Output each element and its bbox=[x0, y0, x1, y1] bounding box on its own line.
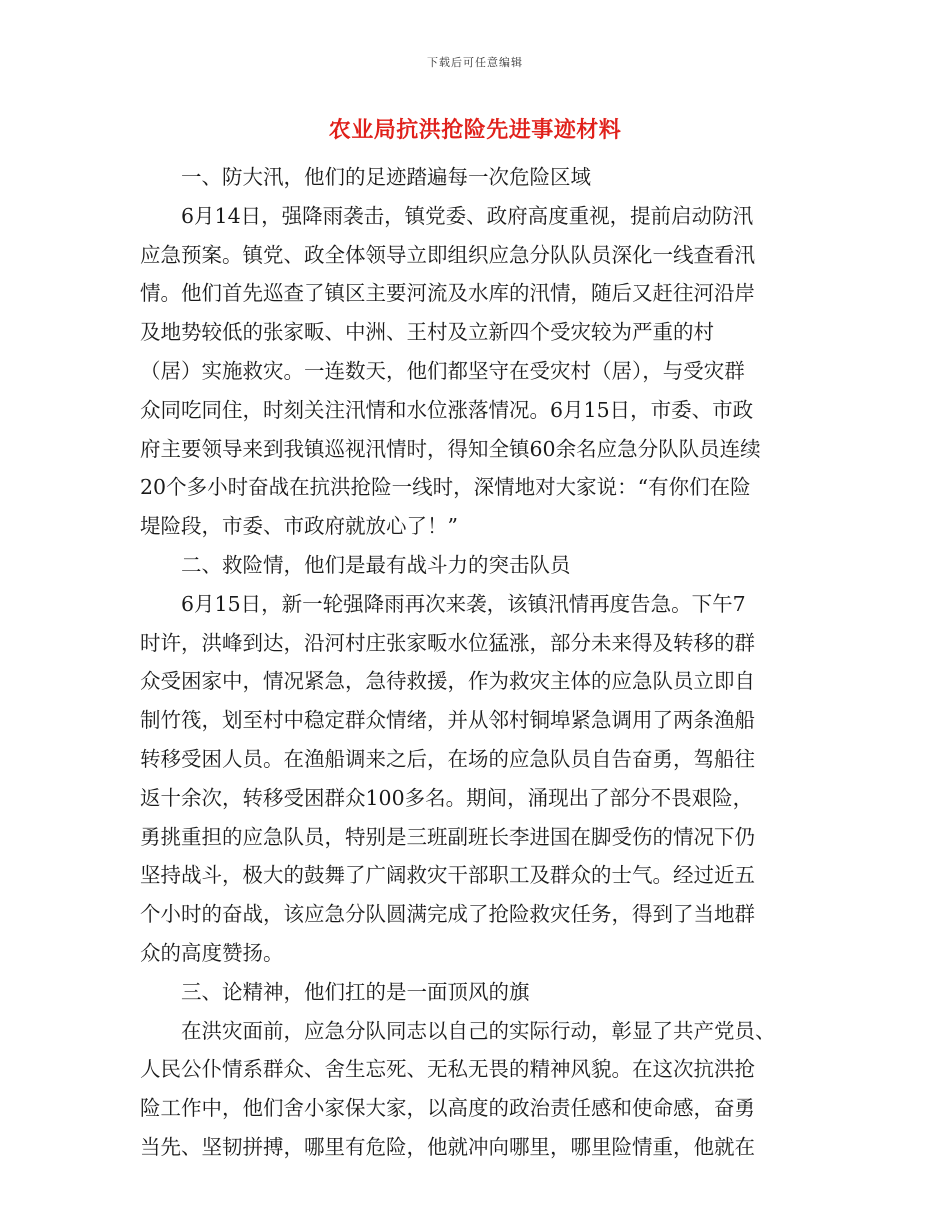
text-line: 一、防大汛，他们的足迹踏遍每一次危险区域 bbox=[181, 165, 591, 189]
text-line: 转移受困人员。在渔船调来之后，在场的应急队员自告奋勇，驾船往 bbox=[140, 746, 755, 771]
text-line: 情。他们首先巡查了镇区主要河流及水库的汛情，随后又赶往河沿岸 bbox=[140, 281, 755, 306]
text-line: 返十余次，转移受困群众100多名。期间，涌现出了部分不畏艰险， bbox=[140, 785, 754, 810]
text-line: 及地势较低的张家畈、中洲、王村及立新四个受灾较为严重的村 bbox=[140, 320, 714, 345]
text-line: 府主要领导来到我镇巡视汛情时，得知全镇60余名应急分队队员连续 bbox=[140, 436, 761, 461]
text-line: （居）实施救灾。一连数天，他们都坚守在受灾村（居），与受灾群 bbox=[140, 358, 745, 383]
text-line: 坚持战斗，极大的鼓舞了广阔救灾干部职工及群众的士气。经过近五 bbox=[140, 863, 755, 888]
text-line: 险工作中，他们舍小家保大家，以高度的政治责任感和使命感，奋勇 bbox=[140, 1096, 755, 1121]
document-title: 农业局抗洪抢险先进事迹材料 bbox=[328, 117, 622, 143]
text-line: 二、救险情，他们是最有战斗力的突击队员 bbox=[181, 552, 571, 577]
text-line: 6月15日，新一轮强降雨再次来袭，该镇汛情再度告急。下午7 bbox=[181, 591, 746, 616]
text-line: 20个多小时奋战在抗洪抢险一线时，深情地对大家说：“有你们在险 bbox=[140, 475, 751, 500]
header-note: 下载后可任意编辑 bbox=[427, 56, 523, 69]
text-line: 众受困家中，情况紧急，急待救援，作为救灾主体的应急队员立即自 bbox=[140, 669, 755, 694]
text-line: 堤险段，市委、市政府就放心了！” bbox=[140, 514, 458, 539]
text-line: 在洪灾面前，应急分队同志以自己的实际行动，彰显了共产党员、 bbox=[181, 1018, 776, 1043]
text-line: 时许，洪峰到达，沿河村庄张家畈水位猛涨，部分未来得及转移的群 bbox=[140, 630, 755, 655]
text-line: 众的高度赞扬。 bbox=[140, 940, 284, 965]
text-line: 众同吃同住，时刻关注汛情和水位涨落情况。6月15日，市委、市政 bbox=[140, 397, 754, 422]
document-body bbox=[140, 158, 810, 1167]
text-line: 勇挑重担的应急队员，特别是三班副班长李进国在脚受伤的情况下仍 bbox=[140, 824, 755, 849]
text-line: 个小时的奋战，该应急分队圆满完成了抢险救灾任务，得到了当地群 bbox=[140, 902, 755, 927]
text-line: 人民公仆情系群众、舍生忘死、无私无畏的精神风貌。在这次抗洪抢 bbox=[140, 1057, 755, 1082]
text-line: 制竹筏，划至村中稳定群众情绪，并从邻村铜埠紧急调用了两条渔船 bbox=[140, 708, 755, 733]
text-line: 6月14日，强降雨袭击，镇党委、政府高度重视，提前启动防汛 bbox=[181, 203, 754, 228]
text-line: 三、论精神，他们扛的是一面顶风的旗 bbox=[181, 979, 530, 1004]
text-line: 当先、坚韧拼搏，哪里有危险，他就冲向哪里，哪里险情重，他就在 bbox=[140, 1134, 755, 1159]
text-line: 应急预案。镇党、政全体领导立即组织应急分队队员深化一线查看汛 bbox=[140, 242, 755, 267]
